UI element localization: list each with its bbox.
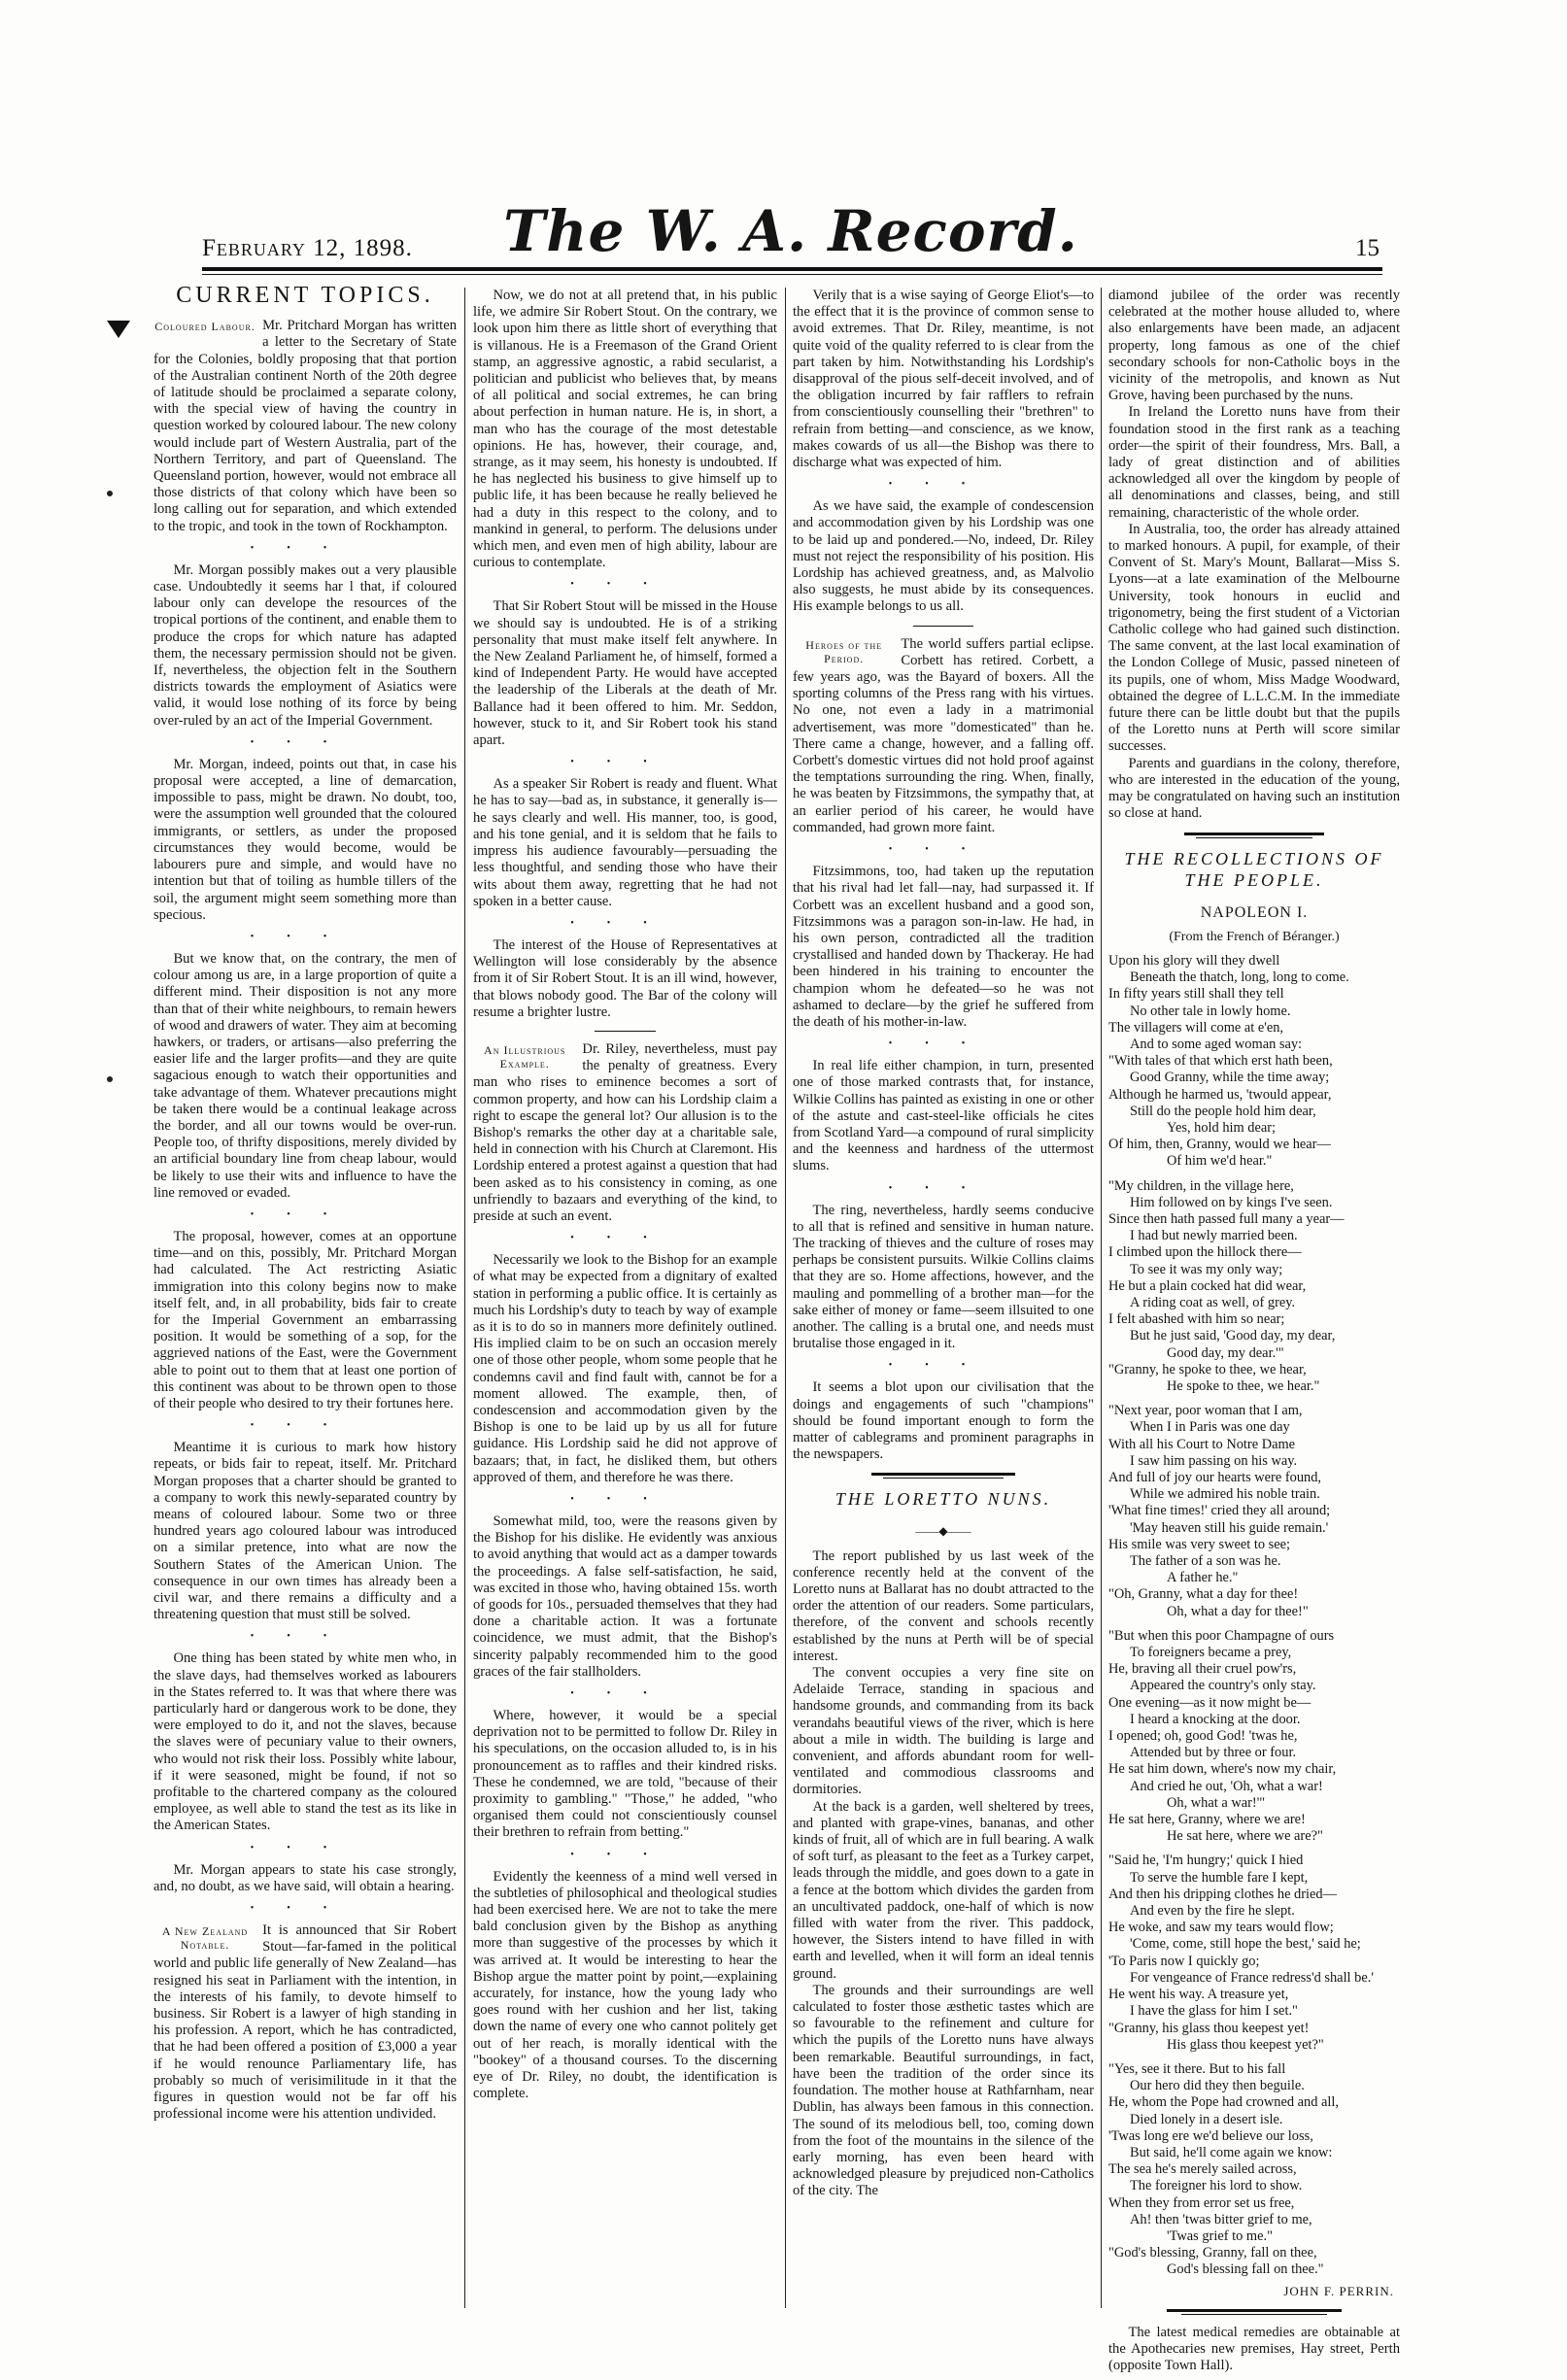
separator-stars: ••• [250, 542, 360, 554]
story-title: THE LORETTO NUNS. [835, 1489, 1052, 1510]
stanza-break [1108, 1171, 1400, 1178]
poem-line: I climbed upon the hillock there— [1108, 1244, 1302, 1261]
poem-line: "But when this poor Champagne of ours [1108, 1627, 1335, 1644]
poem-line: To serve the humble fare I kept, [1130, 1869, 1309, 1886]
separator-stars: ••• [888, 1360, 999, 1372]
story-rule-thin [1196, 837, 1312, 838]
poem-line: I felt abashed with him so near; [1108, 1311, 1285, 1328]
paragraph: As we have said, the example of condescension and accommodation given by his Lordship was one to be laid up and pondered.—No, indeed, Dr. Riley must not reject the responsibility of his position. His Lordship has achieved greatness, and, as Malvolio also suggests, he must abide by its consequences. His example belongs to us all. [793, 498, 1094, 615]
poem [1108, 953, 1400, 2279]
paragraph: The proposal, however, comes at an opportune time—and on this, possibly, Mr. Pritchard Morgan had calculated. The Act restricting Asiatic immigration into this colony begins now to make itself felt, and, in all probability, bids fair to create for the Imperial Government an embarrassing position. It would be something of a sop, for the aggrieved nations of the East, were the Government able to point out to them that at least one portion of this continent was about to be thrown open to those of their people who desired to try their fortunes here. [153, 1228, 457, 1411]
poem-line: And to some aged woman say: [1130, 1036, 1303, 1052]
short-rule [595, 1031, 656, 1032]
poem-line: No other tale in lowly home. [1130, 1003, 1291, 1019]
side-heading: Coloured Labour. [154, 320, 255, 334]
paragraph: Dr. Riley, nevertheless, must pay the penalty of greatness. Every man who rises to eminence becomes a sort of common property, and how can his Lordship claim a right to escape the general lot? Our allusion is to the Bishop's remarks the other day at a charitable sale, held in connection with his Church at Claremont. His Lordship entered a protest against a question that had been asked as to his consistency in coming, as one unfriendly to bazaars and everything of the kind, to preside at such an event. [473, 1040, 777, 1224]
paragraph: In real life either champion, in turn, presented one of those marked contrasts that, for instance, Wilkie Collins has painted as existing in one or other of the astute and cast-steel-like officials he cites from Scotland Yard—a compound of rural simplicity and the keenness and hardness of the uttermost slums. [793, 1058, 1094, 1174]
story-rule [1184, 833, 1324, 835]
poem-line: 'To Paris now I quickly go; [1108, 1953, 1260, 1969]
paragraph: Mr. Morgan appears to state his case strongly, and, no doubt, as we have said, will obtain a hearing. [153, 1861, 457, 1894]
stanza-break [1108, 1395, 1400, 1403]
story-rule [1167, 2309, 1342, 2312]
side-heading: Heroes of the Period. [805, 637, 883, 665]
poem-line: Good Granny, while the time away; [1130, 1070, 1330, 1086]
separator-stars: ••• [250, 736, 360, 748]
poem-line: Although he harmed us, 'twould appear, [1108, 1086, 1332, 1103]
poem-line: "God's blessing, Granny, fall on thee, [1108, 2245, 1317, 2261]
poem-line: In fifty years still shall they tell [1108, 986, 1284, 1003]
margin-dot-marker [107, 1076, 113, 1082]
column-divider [785, 288, 786, 2308]
poem-line: I opened; oh, good God! 'twas he, [1108, 1728, 1298, 1745]
poem-line: "Said he, 'I'm hungry;' quick I hied [1108, 1853, 1304, 1869]
paragraph: Verily that is a wise saying of George Eliot's—to the effect that it is the province of common sense to avoid extremes. That Dr. Riley, meantime, is not quite void of the quality referred to is clear from the part taken by him. Notwithstanding his Lordship's disapproval of the pious self-deceit involved, and of the obligation incurred by fair rafflers to refrain from conscientiously counselling their "brethren" to refrain from betting—and conscience, as we know, makes cowards of us all—the Bishop was there to discharge what was expected of him. [793, 288, 1094, 471]
ornament-icon: ——◆—— [915, 1524, 971, 1539]
paragraph: The world suffers partial eclipse. Corbett has retired. Corbett, a few years ago, was the Bayard of boxers. All the sporting columns of the Press rang with his virtues. No one, not even a lady in a matrimonial advertisement, was more "domesticated" than he. There came a change, however, and a falling off. Corbett's domestic virtues did not hold proof against the temptations surrounding the ring. When, finally, he was beaten by Fitzsimmons, the sympathy that, at an earlier period of his career, he would have commanded, had grown more faint. [793, 635, 1094, 835]
paragraph: As a speaker Sir Robert is ready and fluent. What he has to say—bad as, in substance, it generally is—he says clearly and well. His manner, too, is good, and his tone genial, and it is seldom that he fails to impress his audience favourably—persuading the less thoughtful, and sending those who have their wits about them away, regretting that he had not spoken in a better cause. [473, 776, 777, 909]
poem-line: Beneath the thatch, long, long to come. [1130, 969, 1349, 986]
poem-line: Oh, what a war!'" [1167, 1794, 1266, 1811]
header-rule [202, 267, 1382, 271]
paragraph: The interest of the House of Representatives at Wellington will lose considerably by the absence from it of Sir Robert Stout. It is an ill wind, however, that blows nobody good. The Bar of the colony will resume a brighter lustre. [473, 936, 777, 1020]
separator-stars: ••• [570, 579, 680, 591]
story-rule [871, 1473, 1016, 1476]
separator-stars: ••• [250, 1420, 360, 1432]
separator-stars: ••• [570, 1494, 680, 1505]
poem-line: Ah! then 'twas bitter grief to me, [1130, 2211, 1312, 2227]
margin-arrow-marker [107, 321, 130, 338]
poem-line: While we admired his noble train. [1130, 1486, 1320, 1503]
poem-line: His smile was very sweet to see; [1108, 1536, 1291, 1552]
separator-stars: ••• [570, 757, 680, 768]
poem-line: And then his dripping clothes he dried— [1108, 1886, 1338, 1902]
poem-line: When I in Paris was one day [1130, 1419, 1290, 1436]
separator-stars: ••• [250, 931, 360, 942]
paragraph: In Ireland the Loretto nuns have from their foundation stood in the first rank as a teaching order—the spirit of their foundress, Mrs. Ball, a lady of great distinction and of abilities acknowledged all over the kingdom by people of all denominations and classes, being, and still remaining, characteristic of the whole order. [1108, 404, 1400, 521]
paragraph: Parents and guardians in the colony, therefore, who are interested in the education of the young, may be congratulated on having such an institution so close at hand. [1108, 755, 1400, 822]
stanza-break [1108, 2054, 1400, 2061]
paragraph: The report published by us last week of the conference recently held at the convent of the Loretto nuns at Ballarat has no doubt attracted to the order the attention of our readers. Some particulars, therefore, of the convent and schools recently established by the nuns at Perth will be of special interest. [793, 1547, 1094, 1664]
separator-stars: ••• [888, 479, 999, 491]
side-heading: An Illustrious Example. [484, 1042, 566, 1071]
poem-line: I heard a knocking at the door. [1130, 1711, 1301, 1727]
poem-line: Attended but by three or four. [1130, 1745, 1297, 1761]
poem-line: "With tales of that which erst hath been, [1108, 1053, 1333, 1070]
poem-line: He sat here, where we are?" [1167, 1828, 1323, 1845]
separator-stars: ••• [570, 1688, 680, 1700]
poem-subtitle: (From the French of Béranger.) [1169, 929, 1340, 944]
story-rule-thin [883, 1478, 1004, 1479]
poem-line: 'Come, come, still hope the best,' said he; [1130, 1936, 1361, 1953]
column-divider [464, 288, 465, 2308]
paragraph: One thing has been stated by white men who, in the slave days, had themselves worked as labourers in the States referred to. It was that where there was particularly hard or dangerous work to be done, they were employed to do it, and not the slaves, because the slaves were of pecuniary value to their owners, who would not risk their loss. Possibly white labour, if it were seasoned, might be found, if not so profitable to the chartered company as the coloured employee, as well able to stand the test as its like in the American States. [153, 1650, 457, 1834]
poem-line: 'May heaven still his guide remain.' [1130, 1519, 1329, 1536]
paragraph: That Sir Robert Stout will be missed in the House we should say is undoubted. He is of a striking personality that must make itself felt anywhere. In the New Zealand Parliament he, of himself, formed a kind of Independent Party. He would have accepted the leadership of the Liberals at the death of Mr. Ballance had it been offered to him. Mr. Seddon, however, stuck to it, and Sir Robert took his stand apart. [473, 598, 777, 749]
paragraph: The convent occupies a very fine site on Adelaide Terrace, standing in spacious and handsome grounds, and commanding from its back verandahs beautiful views of the river, which is here about a mile in width. The building is large and convenient, and affords abundant room for well-ventilated and commodious classrooms and dormitories. [793, 1665, 1094, 1798]
separator-stars: ••• [570, 1849, 680, 1860]
masthead [202, 194, 1380, 262]
column-3 [793, 288, 1094, 2298]
story-title: THE RECOLLECTIONS OF THE PEOPLE. [1124, 848, 1384, 890]
poem-line: Yes, hold him dear; [1167, 1119, 1277, 1136]
poem-line: He sat here, Granny, where we are! [1108, 1812, 1306, 1828]
poem-line: To foreigners became a prey, [1130, 1645, 1292, 1661]
paragraph: Necessarily we look to the Bishop for an example of what may be expected from a dignitary of exalted station in performing a public office. It is certainly as much his Lordship's duty to teach by way of example as it is to do so in manners more definitely outlined. His implied claim to be on such an occasion merely one of those other people, whom some people that he condemns cavil and find fault with, cannot be for a moment allowed. The example, then, of condescension and accommodation given by the Bishop is one to be laid up by us all for future guidance. His Lordship said he did not approve of bazaars; that, in fact, he disliked them, but others approved of them, and therefore he was there. [473, 1252, 777, 1485]
paragraph: diamond jubilee of the order was recently celebrated at the mother house alluded to, where also enlargements have been made, an adjacent property, long famous as one of the chief secondary schools for non-Catholic boys in the vicinity of the metropolis, and known as Nut Grove, having been purchased by the nuns. [1108, 288, 1400, 404]
side-heading: A New Zealand Notable. [161, 1924, 249, 1953]
paragraph: Now, we do not at all pretend that, in his public life, we admire Sir Robert Stout. On the contrary, we look upon him there as little short of everything that is villanous. He is a Freemason of the Grand Orient stamp, an aggressive agnostic, a rabid secularist, a politician and publicist who believes that, by means of all political and social extremes, he can bring about perfection in human nature. He is, in short, a man who has the courage of the most detestable opinions. He has, however, their courage, and, strange, as it may seem, his honesty is undoubted. If he has neglected his business to give himself up to public life, it has been because he really believed he had a duty in this respect to the colony, and to mankind in general, to perform. The delusions under which men, and even men of high ability, labour are curious to contemplate. [473, 288, 777, 571]
paragraph: Meantime it is curious to mark how history repeats, or bids fair to repeat, itself. Mr. Pritchard Morgan proposes that a charter should be granted to a company to work this newly-separated country by means of coloured labour. Some two or three hundred years ago coloured labour was introduced on a similar pretence, into what are now the Southern States of the American Union. The consequence in our own times has already been a civil war, and there remains a difficulty and a threatening question that must still be solved. [153, 1440, 457, 1623]
paragraph: It is announced that Sir Robert Stout—far-famed in the political world and public life generally of New Zealand—has resigned his seat in Parliament with the intention, in the interests of his family, to devote himself to business. Sir Robert is a lawyer of high standing in his profession. A report, which he has contradicted, that he had been offered a position of £3,000 a year if he would renounce Parliamentary life, has probably so much of verisimilitude in it that the figures in question would not be far off his professional income were his attention undivided. [153, 1922, 457, 2123]
poem-line: I have the glass for him I set." [1130, 2003, 1298, 2020]
poem-line: With all his Court to Notre Dame [1108, 1436, 1296, 1452]
poem-line: He sat him down, where's now my chair, [1108, 1761, 1337, 1778]
poem-line: Good day, my dear.'" [1167, 1344, 1284, 1361]
issue-date: February 12, 1898. [202, 235, 413, 261]
poem-line: And even by the fire he slept. [1130, 1903, 1295, 1920]
poem-line: Of him we'd hear." [1167, 1153, 1273, 1170]
poem-line: Our hero did they then beguile. [1130, 2078, 1305, 2094]
poem-line: The villagers will come at e'en, [1108, 1019, 1284, 1036]
poem-line: And full of joy our hearts were found, [1108, 1470, 1322, 1485]
paragraph: Mr. Morgan, indeed, points out that, in case his proposal were accepted, a line of demarcation, impossible to pass, might be drawn. No doubt, too, were the assumption well grounded that the coloured immigrants, or settlers, as under the proposed circumstances they would become, would be labourers pure and simple, and would have no intention but that of toiling as humble tillers of the soil, the argument might seem something more than specious. [153, 756, 457, 923]
poem-line: The sea he's merely sailed across, [1108, 2161, 1297, 2178]
poem-line: 'What fine times!' cried they all around; [1108, 1503, 1331, 1519]
paragraph: Somewhat mild, too, were the reasons given by the Bishop for his dislike. He evidently was anxious to avoid anything that would act as a damper towards the proceedings. A false self-satisfaction, he said, was excited in those who, having obtained 15s. worth of goods for 10s., persuaded themselves that they had done a charitable action. It was a fortunate coincidence, we must admit, that the Bishop's sincerity palpably recommended him to the good graces of the fair stallholders. [473, 1513, 777, 1680]
poem-line: Appeared the country's only stay. [1130, 1678, 1316, 1694]
section-title: CURRENT TOPICS. [176, 283, 434, 308]
separator-stars: ••• [888, 844, 999, 856]
poem-line: He went his way. A treasure yet, [1108, 1987, 1289, 2003]
stanza-break [1108, 1620, 1400, 1628]
poem-line: But said, he'll come again we know: [1130, 2144, 1333, 2160]
paragraph: Fitzsimmons, too, had taken up the reputation that his rival had let fall—nay, had surpassed it. If Corbett was an excellent husband and a good son, Fitzsimmons was a paragon son-in-law. He had, in his own person, contradicted all the tradition crystallised and handed down by Thackeray. He had been hindered in his training to encounter the champion whom he defeated—so he was not ashamed to declare—by the grief he suffered from the death of his mother-in-law. [793, 864, 1094, 1030]
margin-dot-marker [107, 491, 113, 496]
paragraph: In Australia, too, the order has already attained to marked honours. A pupil, for example, of their Convent of St. Mary's Mount, Ballarat—Miss S. Lyons—at a late examination of the Melbourne University, took honours in euclid and trigonometry, being the first student of a Victorian Catholic college who had gained such distinction. The same convent, at the last local examination of the London College of Music, passed nineteen of its pupils, one of whom, Miss Madge Woodward, obtained the degree of L.L.C.M. In the immediate future there can be little doubt but that the pupils of the Loretto nuns at Perth will score similar successes. [1108, 521, 1400, 755]
poem-line: He but a plain cocked hat did wear, [1108, 1277, 1307, 1294]
poem-line: Upon his glory will they dwell [1108, 952, 1280, 969]
poem-line: Still do the people hold him dear, [1130, 1103, 1316, 1119]
poem-line: The foreigner his lord to show. [1130, 2178, 1303, 2194]
column-2 [473, 288, 777, 2298]
stanza-break [1108, 1845, 1400, 1853]
poem-line: Him followed on by kings I've seen. [1130, 1194, 1333, 1210]
poem-author: JOHN F. PERRIN. [1283, 2283, 1394, 2298]
paragraph: At the back is a garden, well sheltered by trees, and planted with grape-vines, bananas, and other kinds of fruit, all of which are in full bearing. A walk of soft turf, as pleasant to the feet as a Turkey carpet, leads through the middle, and goes down to a gate in a fence at the bottom which divides the garden from an uncultivated paddock, one-half of which is now filled with water from the river. This paddock, however, the Sisters intend to have filled in with earth and levelled, when it will form an ideal tennis ground. [793, 1798, 1094, 1982]
poem-line: 'Twas grief to me." [1167, 2227, 1273, 2244]
poem-line: He woke, and saw my tears would flow; [1108, 1920, 1334, 1936]
poem-line: "Next year, poor woman that I am, [1108, 1403, 1303, 1419]
paragraph: Mr. Pritchard Morgan has written a letter to the Secretary of State for the Colonies, boldly proposing that that portion of the Australian continent North of the 20th degree of latitude should be proclaimed a separate colony, with the special view of having the country in question worked by coloured labour. The new colony would include part of Western Australia, part of the Northern Territory, and part of Queensland. The Queensland portion, however, would not embrace all those districts of that colony which have been so long calling out for separation, and which extended to the tropic, and took in the town of Rockhampton. [153, 318, 457, 534]
short-rule [913, 626, 973, 627]
paragraph: It seems a blot upon our civilisation that the doings and engagements of such "champions" should be found important enough to form the matter of cablegrams and prominent paragraphs in the newspapers. [793, 1379, 1094, 1463]
poem-line: God's blessing fall on thee." [1167, 2261, 1324, 2278]
poem-line: I saw him passing on his way. [1130, 1452, 1298, 1469]
separator-stars: ••• [250, 1631, 360, 1643]
poem-line: Died lonely in a desert isle. [1130, 2111, 1283, 2127]
poem-line: "Granny, he spoke to thee, we hear, [1108, 1361, 1307, 1377]
poem-line: "My children, in the village here, [1108, 1177, 1294, 1194]
separator-stars: ••• [570, 1233, 680, 1244]
separator-stars: ••• [250, 1903, 360, 1915]
column-1 [153, 283, 457, 2298]
poem-line: "Yes, see it there. But to his fall [1108, 2060, 1286, 2077]
separator-stars: ••• [250, 1842, 360, 1853]
paragraph: Evidently the keenness of a mind well versed in the subtleties of philosophical and theological studies had been exercised here. We are not to take the mere bald conclusion given by the Bishop as anything more than suggestive of the processes by which it was arrived at. It would be interesting to hear the Bishop argue the matter point by point,—explaining accurately, for instance, how the young lady who goes round with her cushion and her list, taking down the name of every one who cannot politely get out of her reach, is morally identical with the "bookey" of a thousand courses. To the discerning eye of Dr. Riley, no doubt, the identification is complete. [473, 1868, 777, 2102]
header-rule-thin [202, 274, 1382, 275]
poem-line: "Granny, his glass thou keepest yet! [1108, 2020, 1310, 2036]
separator-stars: ••• [250, 1208, 360, 1220]
separator-stars: ••• [888, 1182, 999, 1194]
poem-line: But he just said, 'Good day, my dear, [1130, 1328, 1336, 1344]
story-rule-thin [1181, 2314, 1327, 2315]
poem-line: 'Twas long ere we'd believe our loss, [1108, 2127, 1313, 2144]
poem-line: Since then hath passed full many a year— [1108, 1210, 1345, 1227]
poem-line: He spoke to thee, we hear." [1167, 1377, 1320, 1394]
poem-line: Of him, then, Granny, would we hear— [1108, 1137, 1331, 1153]
poem-line: I had but newly married been. [1130, 1228, 1298, 1244]
poem-line: The father of a son was he. [1130, 1553, 1281, 1570]
separator-stars: ••• [888, 1038, 999, 1050]
poem-line: When they from error set us free, [1108, 2194, 1295, 2211]
separator-stars: ••• [570, 917, 680, 929]
newspaper-title: The W. A. Record. [503, 198, 1078, 264]
paragraph: The ring, nevertheless, hardly seems conducive to all that is refined and sensitive in human nature. The tracking of thieves and the culture of roses may perhaps be consistent pursuits. Wilkie Collins claims that they are so. Home affections, however, and the mauling and pommelling of a brother man—for the sake either of money or fame—seem illsuited to one another. The calling is a brutal one, and needs must brutalise those engaged in it. [793, 1202, 1094, 1352]
paragraph: The grounds and their surroundings are well calculated to foster those æsthetic tastes which are so favourable to the refinement and culture for which the pupils of the Loretto nuns have always been remarkable. Beautiful surroundings, in fact, have been the tradition of the order since its foundation. The mother house at Rathfarnham, near Dublin, has always been famous in this connection. The sound of its melodious bell, too, coming down from the foot of the mountains in the silence of the early morning, has even been heard with acknowledged pleasure by prejudiced non-Catholics of the city. The [793, 1982, 1094, 2199]
paragraph: Mr. Morgan possibly makes out a very plausible case. Undoubtedly it seems har l that, if coloured labour only can develope the resources of the tropical portions of the continent, and enable them to produce the crops for which nature has adapted them, the necessary permission should not be given. If, nevertheless, the objection felt in the Southern districts towards the employment of Asiatics were valid, it would lose nothing of its force by being over-ruled by an act of the Imperial Government. [153, 561, 457, 729]
poem-line: His glass thou keepest yet?" [1167, 2036, 1324, 2053]
poem-line: To see it was my only way; [1130, 1261, 1283, 1277]
column-4 [1108, 288, 1400, 2374]
paragraph: But we know that, on the contrary, the men of colour among us are, in a large proportion of quite a different mind. Their disposition is not any more than that of their white neighbours, to remain hewers of wood and drawers of water. They aim at becoming hawkers, or traders, or artisans—also preferring the easier life and the larger profits—and they are quite sagacious enough to watch their opportunities and take advantage of them. Whatever precautions might be taken there would be a continual leakage across the border, and all our towns would be over-run. People too, of thrifty dispositions, merely divided by an artificial boundary line from cheap labour, would be likely to use their wits and influence to have the line removed or evaded. [153, 950, 457, 1201]
paragraph: Where, however, it would be a special deprivation not to be permitted to follow Dr. Riley in his speculations, on the occasion alluded to, is in his pronouncement as to raffles and their kindred risks. These he condemned, we are told, "because of their proximity to gambling." "Those," he added, "who organised them could not conscientiously counsel their brethren to refrain from betting." [473, 1708, 777, 1841]
poem-title: NAPOLEON I. [1200, 903, 1309, 921]
poem-line: "Oh, Granny, what a day for thee! [1108, 1586, 1299, 1603]
poem-line: And cried he out, 'Oh, what a war! [1130, 1778, 1323, 1794]
column-divider [1101, 288, 1102, 2308]
page-number: 15 [1355, 235, 1380, 261]
paragraph: The latest medical remedies are obtainable at the Apothecaries new premises, Hay street, Perth (opposite Town Hall). [1108, 2324, 1400, 2374]
poem-line: A riding coat as well, of grey. [1130, 1294, 1296, 1310]
poem-line: A father he." [1167, 1570, 1239, 1586]
poem-line: He, braving all their cruel pow'rs, [1108, 1661, 1297, 1678]
poem-line: He, whom the Pope had crowned and all, [1108, 2094, 1339, 2111]
poem-line: Oh, what a day for thee!" [1167, 1603, 1309, 1619]
poem-line: One evening—as it now might be— [1108, 1694, 1312, 1711]
poem-line: For vengeance of France redress'd shall be.' [1130, 1969, 1374, 1986]
